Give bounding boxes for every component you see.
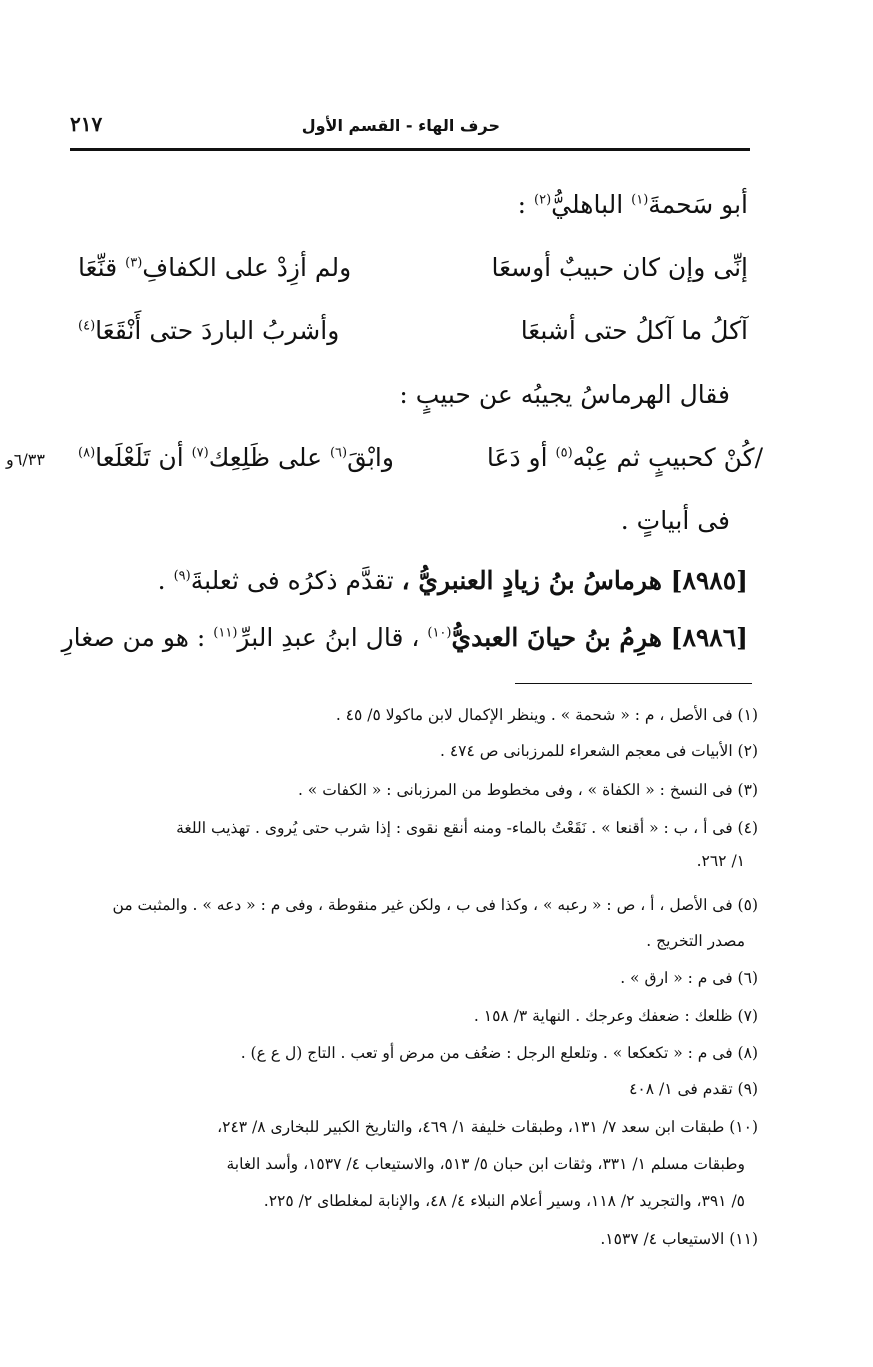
verse-3-second-hemistich — [78, 443, 394, 472]
verse-2-second-hemistich — [78, 316, 339, 345]
prose-line: فى أبياتٍ . — [620, 506, 730, 535]
footnote-separator — [515, 683, 752, 684]
hemistich-text: على ظَلِعِك — [208, 443, 330, 472]
entry-name: هرماسُ بنُ زيادٍ العنبريُّ ، — [401, 566, 671, 595]
poet-nisba: الباهليُّ — [551, 190, 632, 219]
footnote-10: (١٠) طبقات ابن سعد ٧/ ١٣١، وطبقات خليفة ١/ ٤٦٩، والتاريخ الكبير للبخارى ٨/ ٢٤٣، — [217, 1118, 758, 1136]
footnote-4-continued: ١/ ٢٦٢. — [696, 852, 745, 870]
hemistich-text: /كُنْ كحبيبٍ ثم عِبْه — [572, 443, 763, 472]
verse-1-second-hemistich — [78, 253, 351, 282]
footnote-10-continued: وطبقات مسلم ١/ ٣٣١، وثقات ابن حبان ٥/ ٥١٣، والاستيعاب ٤/ ١٥٣٧، وأسد الغابة — [226, 1155, 745, 1173]
hemistich-text: وأشربُ الباردَ حتى أَنْقَعَا — [95, 316, 340, 345]
page-number: ٢١٧ — [70, 112, 103, 136]
footnote-ref: (١١) — [213, 625, 238, 641]
colon: : — [517, 190, 535, 219]
verse-3-first-hemistich — [487, 443, 763, 472]
footnote-1: (١) فى الأصل ، م : « شحمة » . وينظر الإكمال لابن ماكولا ٥/ ٤٥ . — [335, 706, 758, 724]
entry-name: هرِمُ بنُ حيانَ العبديُّ — [451, 623, 671, 652]
footnote-4: (٤) فى أ ، ب : « أقنعا » . نَقَعْتُ بالماء- ومنه أنقع نقوى : إذا شرب حتى يُروى . تهذيب اللغة — [176, 819, 758, 837]
header-rule — [70, 148, 750, 151]
verse-2-first-hemistich: آكلُ ما آكلُ حتى أشبعَا — [520, 316, 748, 345]
footnote-8: (٨) فى م : « تكعكعا » . وتلعلع الرجل : ضعُف من مرض أو تعب . التاج (ل ع ع) . — [240, 1044, 758, 1062]
hemistich-text: ولم أزِدْ على الكفافِ — [142, 253, 352, 282]
footnote-6: (٦) فى م : « ارق » . — [620, 969, 758, 987]
footnote-2: (٢) الأبيات فى معجم الشعراء للمرزبانى ص ٤٧٤ . — [440, 742, 758, 760]
entry-8985 — [158, 566, 748, 595]
entry-text: . — [157, 566, 174, 595]
footnote-ref: (٢) — [534, 192, 552, 208]
footnote-ref: (٩) — [173, 568, 191, 584]
entry-8986 — [62, 623, 748, 652]
footnote-ref: (١٠) — [427, 625, 452, 641]
hemistich-text: وابْقَ — [347, 443, 394, 472]
footnote-ref: (٤) — [78, 318, 96, 334]
footnote-5: (٥) فى الأصل ، أ ، ص : « رعبه » ، وكذا فى ب ، ولكن غير منقوطة ، وفى م : « دعه » . والمثبت من — [112, 896, 758, 914]
entry-number: [٨٩٨٥] — [670, 566, 748, 595]
running-header-title: حرف الهاء - القسم الأول — [301, 116, 500, 135]
footnote-ref: (٧) — [191, 445, 209, 461]
poet-line — [518, 190, 748, 219]
entry-number: [٨٩٨٦] — [670, 623, 748, 652]
prose-line: فقال الهرماسُ يجيبُه عن حبيبٍ : — [399, 380, 730, 409]
footnote-5-continued: مصدر التخريج . — [646, 932, 745, 950]
footnote-ref: (٥) — [555, 445, 573, 461]
footnote-9: (٩) تقدم فى ١/ ٤٠٨ — [629, 1080, 758, 1098]
footnote-ref: (٣) — [125, 255, 143, 271]
footnote-10-continued: ٥/ ٣٩١، والتجريد ٢/ ١١٨، وسير أعلام النبلاء ٤/ ٤٨، والإنابة لمغلطاى ٢/ ٢٢٥. — [263, 1192, 745, 1210]
hemistich-text: قنِّعَا — [78, 253, 126, 282]
hemistich-text: أو دَعَا — [486, 443, 556, 472]
footnote-ref: (١) — [631, 192, 649, 208]
entry-text: ، قال ابنُ عبدِ البرِّ — [237, 623, 428, 652]
footnote-ref: (٨) — [78, 445, 96, 461]
poet-name: أبو سَحمةَ — [648, 190, 748, 219]
footnote-11: (١١) الاستيعاب ٤/ ١٥٣٧. — [600, 1230, 758, 1248]
footnote-ref: (٦) — [329, 445, 348, 461]
manuscript-folio-ref: ٦/٣٣و — [6, 450, 45, 469]
entry-text: تقدَّم ذكرُه فى ثعلبةَ — [190, 566, 402, 595]
verse-1-first-hemistich: إنِّى وإن كان حبيبٌ أوسعَا — [491, 253, 748, 282]
footnote-3: (٣) فى النسخ : « الكفاة » ، وفى مخطوط من المرزبانى : « الكفات » . — [297, 781, 758, 799]
hemistich-text: أن تَلَعْلَعا — [95, 443, 192, 472]
footnote-7: (٧) ظلعك : ضعفك وعرجك . النهاية ٣/ ١٥٨ . — [473, 1007, 758, 1025]
entry-text: : هو من صغارِ — [61, 623, 214, 652]
